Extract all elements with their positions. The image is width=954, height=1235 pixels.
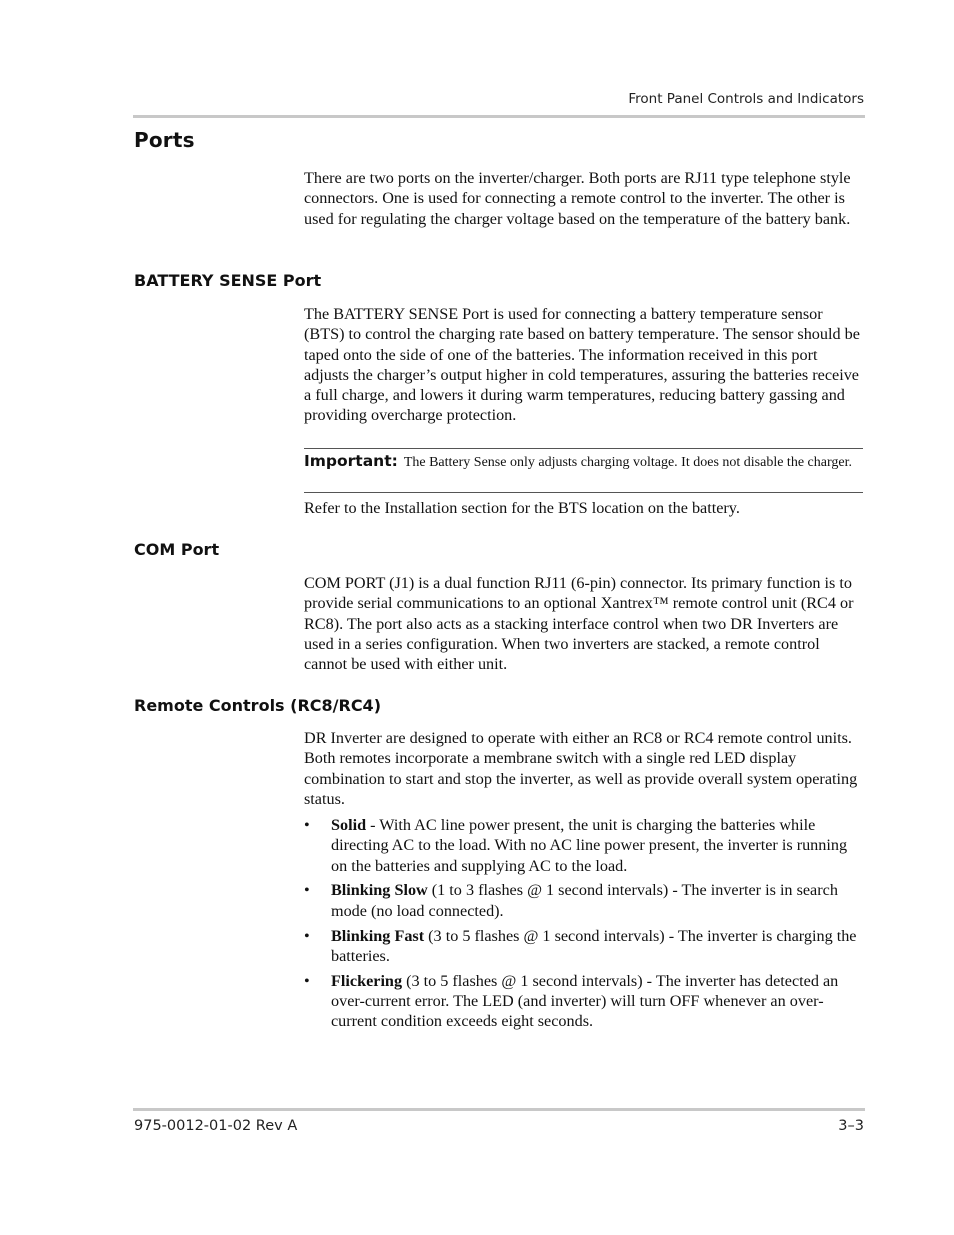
running-header: Front Panel Controls and Indicators <box>628 91 864 107</box>
footer-doc-number: 975-0012-01-02 Rev A <box>134 1118 298 1134</box>
section-title-ports: Ports <box>134 128 195 152</box>
list-item <box>304 815 864 876</box>
note-label: Important: <box>304 452 398 470</box>
com-port-paragraph: COM PORT (J1) is a dual function RJ11 (6-pin) connector. Its primary function is to provide serial communications to an optional Xantrex™ remote control unit (RC4 or RC8). The port also acts as a stacking interface control when two DR Inverters are used in a series configuration. When two inverters are stacked, a remote control cannot be used with either unit. <box>304 574 854 674</box>
remote-controls-paragraph: DR Inverter are designed to operate with either an RC8 or RC4 remote control units. Both remotes incorporate a membrane switch with a single red LED display combination to start and stop the inverter, as well as provide overall system operating status. <box>304 729 858 808</box>
bullet-text: (1 to 3 flashes @ 1 second intervals) - The inverter is in search mode (no load connected). <box>331 881 838 920</box>
bullet-marker: • <box>304 816 310 834</box>
header-rule <box>133 115 865 118</box>
list-item <box>304 971 864 1032</box>
bullet-text: - With AC line power present, the unit is charging the batteries while directing AC to the load. With no AC line power present, the inverter is running on the batteries and supplying AC to the load. <box>331 816 848 875</box>
bullet-term: Flickering <box>331 971 403 990</box>
important-note <box>304 451 863 473</box>
heading-com-port: COM Port <box>134 540 220 559</box>
heading-battery-sense-port: BATTERY SENSE Port <box>134 271 322 290</box>
note-top-rule <box>304 448 863 449</box>
heading-remote-controls: Remote Controls (RC8/RC4) <box>134 696 381 715</box>
bullet-marker: • <box>304 971 310 990</box>
footer-page-number: 3–3 <box>838 1118 864 1134</box>
bullet-term: Blinking Slow <box>331 881 428 900</box>
ports-intro-paragraph: There are two ports on the inverter/charger. Both ports are RJ11 type telephone style connectors. One is used for connecting a remote control to the inverter. The other is used for regulating the charger voltage based on the temperature of the battery bank. <box>304 169 851 228</box>
footer-rule <box>133 1108 865 1111</box>
note-text: The Battery Sense only adjusts charging voltage. It does not disable the charger. <box>403 455 852 470</box>
bullet-marker: • <box>304 881 310 900</box>
list-item <box>304 926 864 967</box>
bullet-marker: • <box>304 926 310 945</box>
note-bottom-rule <box>304 492 863 493</box>
bullet-term: Blinking Fast <box>331 926 425 945</box>
bullet-text: (3 to 5 flashes @ 1 second intervals) - The inverter is charging the batteries. <box>331 926 857 965</box>
led-status-list <box>304 815 864 1036</box>
list-item <box>304 880 864 921</box>
bullet-text: (3 to 5 flashes @ 1 second intervals) - The inverter has detected an over-current error. The LED (and inverter) will turn OFF whenever an over-current condition exceeds eight seconds. <box>331 971 839 1031</box>
bullet-term: Solid <box>331 816 367 834</box>
bts-location-paragraph: Refer to the Installation section for the BTS location on the battery. <box>304 499 740 517</box>
battery-sense-paragraph: The BATTERY SENSE Port is used for connecting a battery temperature sensor (BTS) to control the charging rate based on battery temperature. The sensor should be taped onto the side of one of the batteries. The information received in this port adjusts the charger’s output higher in cold temperatures, assuring the batteries receive a full charge, and lowers it during warm temperatures, reducing battery gassing and providing overcharge protection. <box>304 305 860 425</box>
